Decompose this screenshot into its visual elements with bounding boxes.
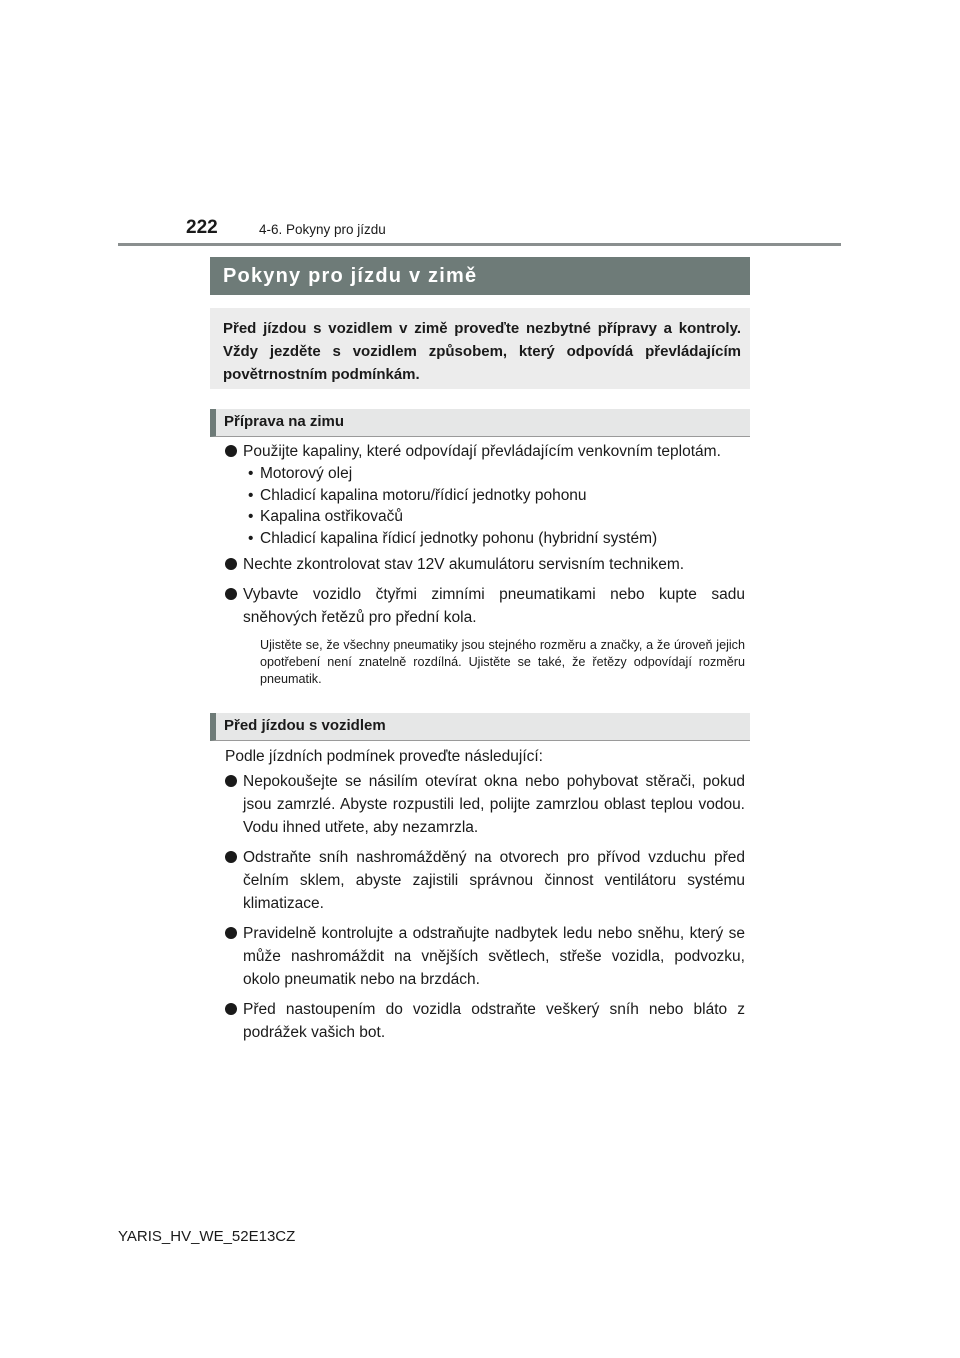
- list-item: [225, 922, 745, 991]
- bullet-text: Pravidelně kontrolujte a odstraňujte nadbytek ledu nebo sněhu, který se může nashromáždit na vnějších světlech, střeše vozidla, podvozku, okolo pneumatik nebo na brzdách.: [243, 925, 745, 988]
- sub-list-item: [225, 506, 745, 528]
- sub-bullet-icon: •: [248, 529, 254, 547]
- sub-bullet-icon: •: [248, 508, 254, 525]
- before-driving-content: [225, 745, 745, 1044]
- intro-box: Před jízdou s vozidlem v zimě proveďte nezbytné přípravy a kontroly. Vždy jezděte s vozidlem způsobem, který odpovídá převládajícím povětrnostním podmínkám.: [210, 308, 750, 389]
- sub-item-text: Chladicí kapalina motoru/řídicí jednotky pohonu: [260, 486, 587, 504]
- list-item: [225, 440, 745, 463]
- sub-list-item: [225, 485, 745, 507]
- sub-item-text: Chladicí kapalina řídicí jednotky pohonu (hybridní systém): [260, 529, 658, 547]
- bullet-text: Odstraňte sníh nashromážděný na otvorech pro přívod vzduchu před čelním sklem, abyste zajistili správnou činnost ventilátoru systému klimatizace.: [243, 849, 745, 912]
- bullet-icon: [225, 588, 237, 600]
- bullet-icon: [225, 445, 237, 457]
- bullet-icon: [225, 927, 237, 939]
- bullet-text: Nepokoušejte se násilím otevírat okna nebo pohybovat stěrači, pokud jsou zamrzlé. Abyste rozpustili led, polijte zamrzlou oblast teplou vodou. Vodu ihned utřete, aby nezamrzla.: [243, 773, 745, 836]
- sub-bullet-icon: •: [248, 486, 254, 504]
- list-item: [225, 553, 745, 576]
- sub-list-item: [225, 463, 745, 485]
- sub-list-item: [225, 528, 745, 550]
- page-number: 222: [186, 217, 218, 238]
- sub-item-text: Motorový olej: [260, 465, 353, 482]
- footer-doc-code: YARIS_HV_WE_52E13CZ: [118, 1228, 296, 1245]
- bullet-icon: [225, 851, 237, 863]
- list-item: [225, 583, 745, 629]
- sub-item-text: Kapalina ostřikovačů: [260, 508, 404, 525]
- bullet-icon: [225, 1003, 237, 1015]
- header-divider: [118, 243, 841, 246]
- chapter-title: 4-6. Pokyny pro jízdu: [259, 222, 386, 237]
- bullet-icon: [225, 775, 237, 787]
- bullet-text: Vybavte vozidlo čtyřmi zimními pneumatikami nebo kupte sadu sněhových řetězů pro přední kola.: [243, 586, 745, 626]
- page-title: Pokyny pro jízdu v zimě: [210, 257, 750, 295]
- section-heading-before-driving: Před jízdou s vozidlem: [210, 713, 750, 741]
- winter-prep-content: [225, 440, 745, 688]
- lead-text: Podle jízdních podmínek proveďte následující:: [225, 748, 543, 765]
- list-item: [225, 998, 745, 1044]
- section-heading-winter-prep: Příprava na zimu: [210, 409, 750, 437]
- bullet-icon: [225, 558, 237, 570]
- list-item: [225, 846, 745, 915]
- sub-bullet-icon: •: [248, 465, 254, 482]
- note-text: Ujistěte se, že všechny pneumatiky jsou stejného rozměru a značky, a že úroveň jejich opotřebení není znatelně rozdílná. Ujistěte se také, že řetězy odpovídají rozměru pneumatik.: [260, 638, 745, 686]
- list-item: [225, 770, 745, 839]
- bullet-text: Použijte kapaliny, které odpovídají převládajícím venkovním teplotám.: [243, 443, 721, 460]
- bullet-text: Nechte zkontrolovat stav 12V akumulátoru servisním technikem.: [243, 556, 685, 573]
- bullet-text: Před nastoupením do vozidla odstraňte veškerý sníh nebo bláto z podrážek vašich bot.: [243, 1001, 745, 1041]
